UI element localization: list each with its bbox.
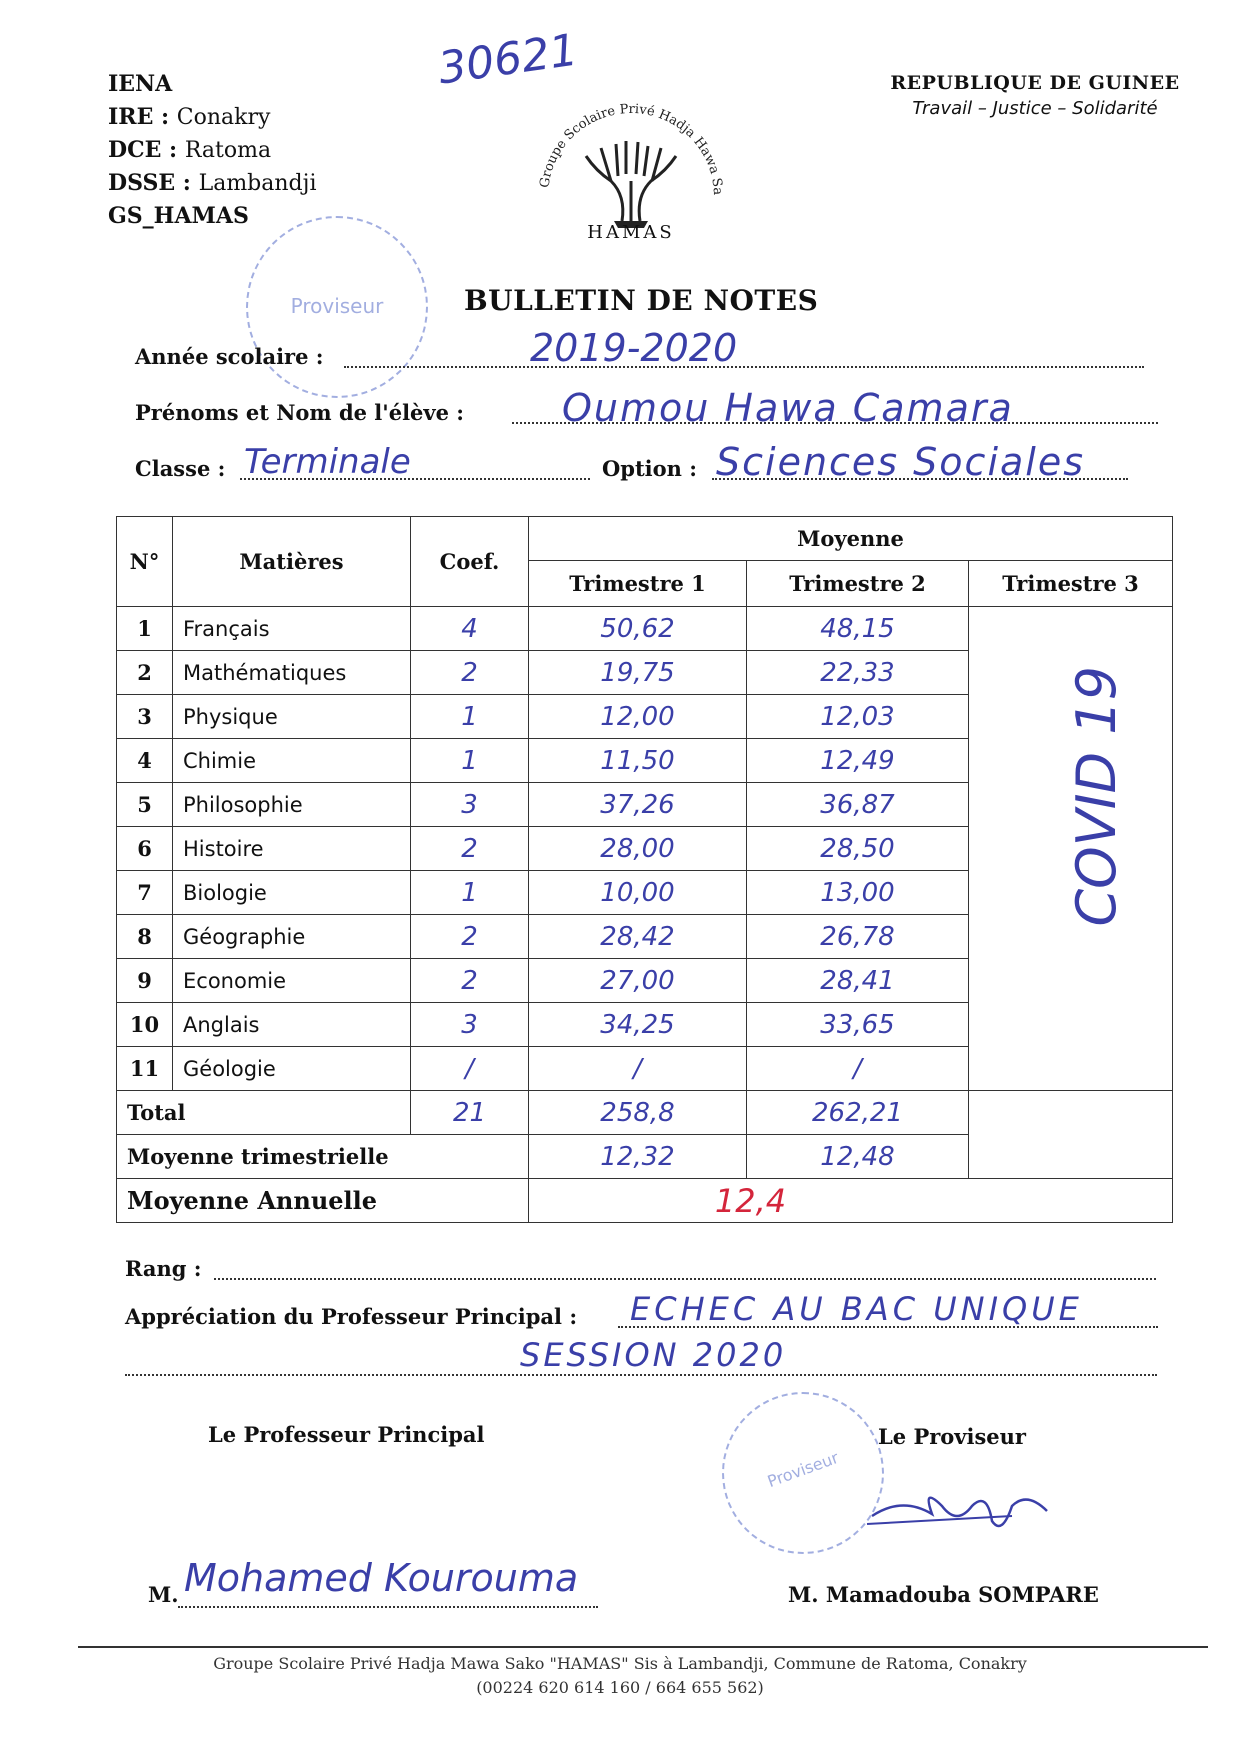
row-t2: 22,33 [747,651,969,695]
option-label: Option : [602,456,697,481]
row-num: 4 [117,739,173,783]
logo-arc-text: Groupe Scolaire Privé Hadja Hawa Sa [537,101,726,196]
row-t1: 27,00 [529,959,747,1003]
svg-text:Groupe Scolaire Privé Hadja Ha [526,86,725,196]
footer-divider [78,1646,1208,1648]
row-t3 [969,1003,1173,1047]
row-t3 [969,959,1173,1003]
header-line-dsse: DSSE : Lambandji [108,170,317,196]
row-coef: 3 [411,783,529,827]
prof-principal-title: Le Professeur Principal [208,1422,485,1447]
row-coef: 1 [411,695,529,739]
row-subject: Géologie [173,1047,411,1091]
row-t2: 28,41 [747,959,969,1003]
proviseur-stamp-top: Proviseur [246,216,428,398]
row-num: 5 [117,783,173,827]
appreciation-line1: ECHEC AU BAC UNIQUE [630,1290,1083,1328]
country-name: REPUBLIQUE DE GUINEE [890,72,1180,94]
row-num: 8 [117,915,173,959]
row-subject: Biologie [173,871,411,915]
proviseur-name: M. Mamadouba SOMPARE [788,1582,1099,1607]
row-coef: 2 [411,651,529,695]
footer-phone: (00224 620 614 160 / 664 655 562) [476,1678,764,1697]
total-row [117,1091,1173,1135]
row-num: 10 [117,1003,173,1047]
appreciation-line2: SESSION 2020 [520,1336,787,1374]
eleve-value: Oumou Hawa Camara [562,386,1014,430]
moy-ann-label: Moyenne Annuelle [117,1179,529,1223]
row-t1: 28,42 [529,915,747,959]
moyenne-annuelle-row [117,1179,1173,1223]
header-admin-block [108,68,317,233]
reference-number: 30621 [435,24,581,95]
moy-trim-t2: 12,48 [747,1135,969,1179]
row-t2: 12,03 [747,695,969,739]
row-t1: 12,00 [529,695,747,739]
row-t2: 26,78 [747,915,969,959]
table-header-row [117,517,1173,561]
row-t1: 37,26 [529,783,747,827]
table-row [117,1047,1173,1091]
header-line-dce: DCE : Ratoma [108,137,272,163]
row-subject: Histoire [173,827,411,871]
row-t2: 33,65 [747,1003,969,1047]
table-row [117,1003,1173,1047]
row-coef: 3 [411,1003,529,1047]
row-t3 [969,607,1173,651]
header-t1: Trimestre 1 [529,561,747,607]
row-t1: / [529,1047,747,1091]
proviseur-title: Le Proviseur [878,1424,1026,1449]
total-t1: 258,8 [529,1091,747,1135]
row-t2: / [747,1047,969,1091]
covid-note: COVID 19 [1065,666,1128,927]
row-t2: 13,00 [747,871,969,915]
table-row [117,739,1173,783]
school-logo [526,86,736,246]
header-coef: Coef. [411,517,529,607]
row-subject: Français [173,607,411,651]
row-subject: Philosophie [173,783,411,827]
row-t2: 48,15 [747,607,969,651]
row-num: 2 [117,651,173,695]
moy-ann-value: 12,4 [529,1179,1173,1223]
appreciation-label: Appréciation du Professeur Principal : [125,1304,578,1329]
row-coef: / [411,1047,529,1091]
row-subject: Chimie [173,739,411,783]
proviseur-signature [862,1476,1062,1546]
row-coef: 2 [411,915,529,959]
prof-prefix: M. [148,1582,179,1607]
row-t2: 12,49 [747,739,969,783]
row-coef: 2 [411,827,529,871]
row-subject: Géographie [173,915,411,959]
row-num: 1 [117,607,173,651]
table-row [117,783,1173,827]
proviseur-stamp-bottom: Proviseur [722,1392,884,1554]
row-t1: 50,62 [529,607,747,651]
header-t2: Trimestre 2 [747,561,969,607]
total-coef: 21 [411,1091,529,1135]
country-motto: Travail – Justice – Solidarité [912,98,1158,119]
annee-value: 2019-2020 [530,326,738,370]
row-num: 7 [117,871,173,915]
total-label: Total [117,1091,411,1135]
table-row [117,607,1173,651]
table-row [117,651,1173,695]
annee-label: Année scolaire : [135,344,324,369]
row-t1: 34,25 [529,1003,747,1047]
classe-label: Classe : [135,456,226,481]
table-row [117,915,1173,959]
row-subject: Anglais [173,1003,411,1047]
table-row [117,695,1173,739]
header-line-gs: GS_HAMAS [108,203,249,229]
row-coef: 1 [411,871,529,915]
row-t1: 19,75 [529,651,747,695]
moy-trim-t1: 12,32 [529,1135,747,1179]
logo-name: HAMAS [587,222,675,243]
header-line-iena: IENA [108,71,173,97]
moyenne-trimestrielle-row [117,1135,1173,1179]
header-country-block [870,72,1200,119]
table-row [117,827,1173,871]
row-num: 3 [117,695,173,739]
table-row [117,959,1173,1003]
rang-label: Rang : [125,1256,202,1281]
row-t1: 11,50 [529,739,747,783]
row-coef: 1 [411,739,529,783]
eleve-label: Prénoms et Nom de l'élève : [135,400,465,425]
header-moyenne: Moyenne [529,517,1173,561]
total-t2: 262,21 [747,1091,969,1135]
row-coef: 4 [411,607,529,651]
moy-trim-label: Moyenne trimestrielle [117,1135,529,1179]
row-t3 [969,1047,1173,1091]
row-num: 11 [117,1047,173,1091]
header-t3: Trimestre 3 [969,561,1173,607]
classe-value: Terminale [244,442,411,482]
header-num: N° [117,517,173,607]
row-num: 6 [117,827,173,871]
option-value: Sciences Sociales [716,440,1086,484]
row-t1: 10,00 [529,871,747,915]
row-subject: Physique [173,695,411,739]
grades-table [116,516,1173,1223]
header-matieres: Matières [173,517,411,607]
row-subject: Economie [173,959,411,1003]
footer-address: Groupe Scolaire Privé Hadja Mawa Sako "HAMAS" Sis à Lambandji, Commune de Ratoma, Conakry [213,1654,1027,1673]
header-line-ire: IRE : Conakry [108,104,271,130]
prof-name-signature: Mohamed Kourouma [184,1556,579,1600]
row-t2: 36,87 [747,783,969,827]
row-num: 9 [117,959,173,1003]
row-subject: Mathématiques [173,651,411,695]
table-row [117,871,1173,915]
page-title: BULLETIN DE NOTES [464,284,819,317]
row-coef: 2 [411,959,529,1003]
row-t1: 28,00 [529,827,747,871]
row-t2: 28,50 [747,827,969,871]
